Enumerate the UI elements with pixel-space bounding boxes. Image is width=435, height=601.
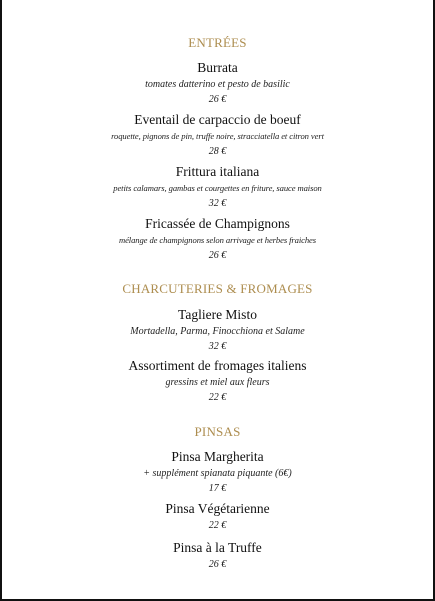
item-name: Frittura italiana [175, 164, 260, 179]
item-name: Tagliere Misto [178, 307, 257, 322]
item-description: tomates datterino et pesto de basilic [145, 79, 290, 90]
item-name: Assortiment de fromages italiens [128, 358, 307, 373]
menu-item-pinsa-vegetarienne [0, 501, 435, 532]
item-description: + supplément spianata piquante (6€) [143, 468, 292, 479]
menu-item-fromages [0, 358, 435, 404]
item-name: Pinsa Margherita [171, 449, 264, 464]
menu-item-fricassee [0, 216, 435, 262]
item-description: petits calamars, gambas et courgettes en friture, sauce maison [113, 183, 322, 193]
item-name: Pinsa Végétarienne [165, 501, 270, 516]
item-price: 32 € [208, 198, 227, 209]
section-heading-pinsas: PINSAS [194, 424, 241, 439]
item-name: Fricassée de Champignons [145, 216, 290, 231]
item-name: Eventail de carpaccio de boeuf [134, 112, 301, 127]
menu-item-pinsa-truffe [0, 540, 435, 571]
item-price: 26 € [208, 250, 227, 261]
item-description: roquette, pignons de pin, truffe noire, stracciatella et citron vert [111, 131, 324, 141]
item-price: 22 € [208, 392, 227, 403]
item-description: mélange de champignons selon arrivage et herbes fraiches [118, 235, 317, 245]
section-heading-entrees: ENTRÉES [188, 35, 247, 50]
item-price: 32 € [208, 341, 227, 352]
item-description: Mortadella, Parma, Finocchiona et Salame [130, 326, 305, 337]
item-description: gressins et miel aux fleurs [165, 377, 270, 388]
menu-item-frittura [0, 164, 435, 210]
section-heading-charcuteries: CHARCUTERIES & FROMAGES [122, 281, 313, 296]
menu-item-carpaccio [0, 112, 435, 158]
item-name: Pinsa à la Truffe [173, 540, 262, 555]
menu-item-pinsa-margherita [0, 449, 435, 495]
item-price: 17 € [208, 483, 227, 494]
menu-item-tagliere [0, 307, 435, 353]
item-price: 28 € [208, 146, 227, 157]
item-price: 22 € [208, 520, 227, 531]
item-price: 26 € [208, 559, 227, 570]
item-name: Burrata [197, 60, 238, 75]
menu-item-burrata [0, 60, 435, 106]
item-price: 26 € [208, 94, 227, 105]
